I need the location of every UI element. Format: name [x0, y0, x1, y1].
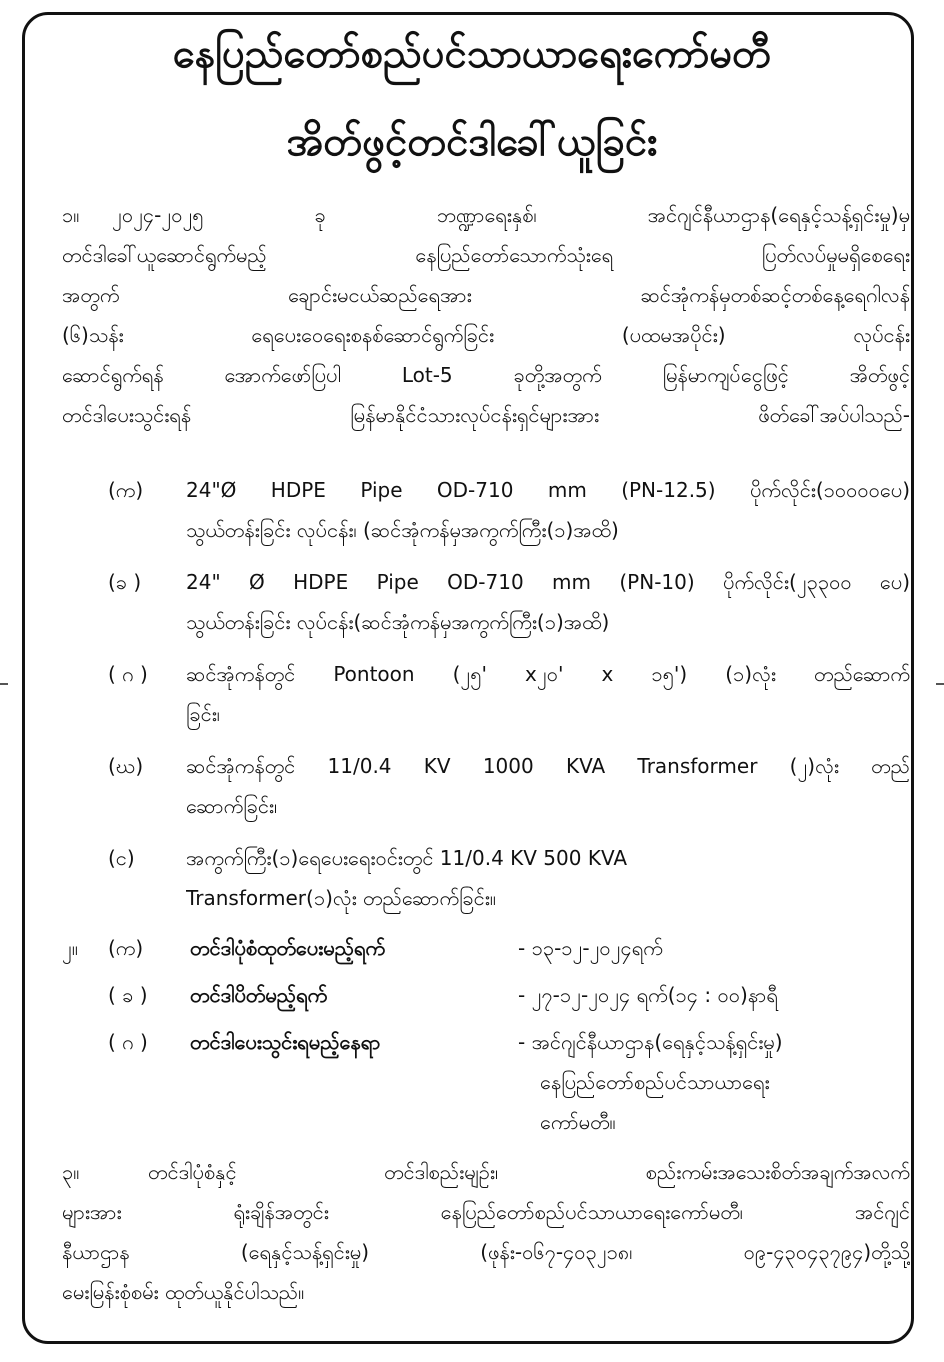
detail-value-line: - ၁၃-၁၂-၂၀၂၄ရက်	[518, 936, 663, 960]
detail-label-ka: (က)	[108, 936, 144, 960]
section1-line: တင်ဒါပေးသွင်းရန် မြန်မာနိုင်ငံသားလုပ်ငန်းရှင်များအား ဖိတ်ခေါ်အပ်ပါသည်-	[62, 403, 910, 427]
item-line: ခြင်း၊	[186, 702, 220, 726]
item-line: ဆင်အုံကန်တွင် 11/0.4 KV 1000 KVA Transformer (၂)လုံး တည်	[186, 754, 910, 778]
detail-value-line: - ၂၇-၁၂-၂၀၂၄ ရက်(၁၄ : ၀၀)နာရီ	[518, 983, 778, 1007]
issue-date-label: တင်ဒါပုံစံထုတ်ပေးမည့်ရက်	[190, 936, 386, 960]
submission-place-value	[518, 1022, 910, 1142]
section1-line: ၂၀၂၄-၂၀၂၅ ခု ဘဏ္ဍာရေးနှစ်၊ အင်ဂျင်နီယာဌာန(ရေနှင့်သန့်ရှင်းမှု)မှ	[112, 203, 910, 227]
fold-mark-left	[0, 683, 8, 685]
detail-value-line: - အင်ဂျင်နီယာဌာန(ရေနှင့်သန့်ရှင်းမှု)	[518, 1030, 783, 1054]
issue-date-value	[518, 928, 910, 968]
fold-mark-right	[936, 683, 944, 685]
detail-value-line: နေပြည်တော်စည်ပင်သာယာရေး	[540, 1070, 770, 1094]
detail-value-line: ကော်မတီ။	[540, 1110, 616, 1134]
notice-title-line1: နေပြည်တော်စည်ပင်သာယာရေးကော်မတီ	[172, 31, 772, 77]
detail-label-kha: ( ခ )	[108, 983, 148, 1007]
item-line: Transformer(၁)လုံး တည်ဆောက်ခြင်း။	[186, 886, 496, 910]
item-line: 24"Ø HDPE Pipe OD-710 mm (PN-12.5) ပိုက်လိုင်း(၁၀၀၀၀ပေ)	[186, 478, 910, 502]
item-line: ဆင်အုံကန်တွင် Pontoon (၂၅' x၂၀' x ၁၅') (၁)လုံး တည်ဆောက်	[186, 662, 910, 686]
section3-line: များအား ရုံးချိန်အတွင်း နေပြည်တော်စည်ပင်သာယာရေးကော်မတီ၊ အင်ဂျင်	[62, 1200, 910, 1224]
item-line: သွယ်တန်းခြင်း လုပ်ငန်း၊ (ဆင်အုံကန်မှအကွက်ကြီး(၁)အထိ)	[186, 518, 619, 542]
notice-title-line2: အိတ်ဖွင့်တင်ဒါခေါ်ယူခြင်း	[286, 119, 658, 165]
item-label-kha: (ခ )	[108, 570, 142, 594]
section1-line: အတွက် ချောင်းမငယ်ဆည်ရေအား ဆင်အုံကန်မှတစ်ဆင့်တစ်နေ့ရေဂါလန်	[62, 283, 910, 307]
item-label-ga: ( ဂ )	[108, 662, 148, 686]
section1-paragraph	[62, 195, 910, 435]
section3-line: တင်ဒါပုံစံနှင့် တင်ဒါစည်းမျဉ်း၊ စည်းကမ်းအသေးစိတ်အချက်အလက်	[148, 1160, 910, 1184]
item-line: 24" Ø HDPE Pipe OD-710 mm (PN-10) ပိုက်လိုင်း(၂၃၃၀၀ ပေ)	[186, 570, 910, 594]
section1-line: တင်ဒါခေါ်ယူဆောင်ရွက်မည့် နေပြည်တော်သောက်သုံးရေ ပြတ်လပ်မှုမရှိစေရေး	[62, 243, 910, 267]
item-gha	[186, 746, 910, 826]
item-nga	[186, 838, 910, 918]
section3-number: ၃။	[62, 1160, 80, 1184]
section1-line: (၆)သန်း ရေပေးဝေရေးစနစ်ဆောင်ရွက်ခြင်း (ပထမအပိုင်း) လုပ်ငန်း	[62, 323, 910, 347]
item-line: သွယ်တန်းခြင်း လုပ်ငန်း(ဆင်အုံကန်မှအကွက်ကြီး(၁)အထိ)	[186, 610, 610, 634]
closing-date-value	[518, 975, 910, 1015]
section2-number: ၂။	[62, 936, 78, 960]
item-label-nga: (င)	[108, 846, 135, 870]
section3-line: မေးမြန်းစုံစမ်း ထုတ်ယူနိုင်ပါသည်။	[62, 1280, 305, 1304]
closing-date-label: တင်ဒါပိတ်မည့်ရက်	[190, 983, 328, 1007]
item-line: အကွက်ကြီး(၁)ရေပေးရေးဝင်းတွင် 11/0.4 KV 500 KVA	[186, 846, 628, 870]
section3-line: နီယာဌာန (ရေနှင့်သန့်ရှင်းမှု) (ဖုန်း-၀၆၇-၄၀၃၂၁၈၊ ၀၉-၄၃၀၄၃၇၉၄)တို့သို့	[62, 1240, 910, 1264]
item-label-ka: (က)	[108, 478, 144, 502]
item-line: ဆောက်ခြင်း၊	[186, 794, 278, 818]
item-kha	[186, 562, 910, 642]
submission-place-label: တင်ဒါပေးသွင်းရမည့်နေရာ	[190, 1030, 381, 1054]
section1-number: ၁။	[62, 203, 80, 227]
detail-label-ga: ( ဂ )	[108, 1030, 148, 1054]
section3-paragraph	[62, 1152, 910, 1312]
item-label-gha: (ဃ)	[108, 754, 144, 778]
item-ga	[186, 654, 910, 734]
section1-line: ဆောင်ရွက်ရန် အောက်ဖော်ပြပါ Lot-5 ခုတို့အတွက် မြန်မာကျပ်ငွေဖြင့် အိတ်ဖွင့်	[62, 363, 910, 387]
item-ka	[186, 470, 910, 550]
